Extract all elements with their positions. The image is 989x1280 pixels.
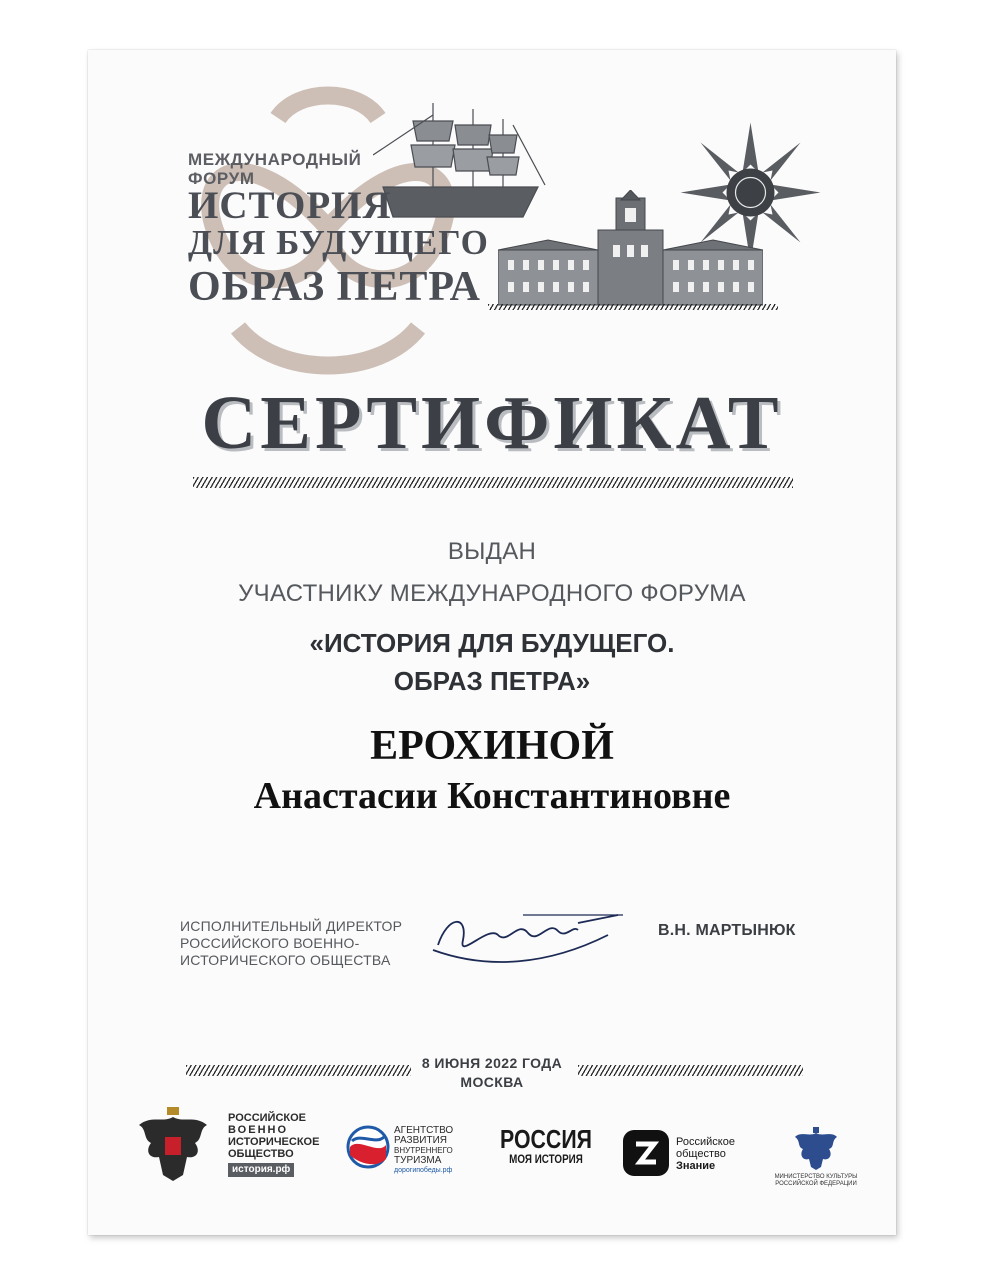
rvio-line4: ОБЩЕСТВО <box>228 1148 294 1160</box>
rvio-line2: ВОЕННО <box>228 1124 289 1136</box>
recipient-surname: ЕРОХИНОЙ <box>370 723 614 769</box>
tourism-logo-text <box>394 1126 453 1176</box>
russia-line1: РОССИЯ <box>500 1124 592 1154</box>
header-hatch-band <box>488 304 778 310</box>
znanie-logo-text <box>676 1136 735 1172</box>
rvio-line1: РОССИЙСКОЕ <box>228 1112 306 1124</box>
rvio-line3: ИСТОРИЧЕСКОЕ <box>228 1136 320 1148</box>
issue-date: 8 ИЮНЯ 2022 ГОДА <box>421 1055 563 1071</box>
certificate-title: СЕРТИФИКАТ <box>201 381 783 465</box>
ministry-logo-text <box>764 1174 868 1188</box>
signer-position-line2: РОССИЙСКОГО ВОЕННО- <box>180 935 360 951</box>
certificate-sheet <box>88 50 896 1235</box>
znanie-line1: Российское <box>676 1136 735 1148</box>
issued-label: ВЫДАН <box>447 538 537 565</box>
russia-line2: МОЯ ИСТОРИЯ <box>509 1152 583 1166</box>
ministry-line2: РОССИЙСКОЙ ФЕДЕРАЦИИ <box>775 1181 857 1187</box>
forum-name-line2: ОБРАЗ ПЕТРА» <box>393 666 591 696</box>
forum-name-line1: «ИСТОРИЯ ДЛЯ БУДУЩЕГО. <box>309 628 675 658</box>
title-hatch-line <box>193 477 793 488</box>
tourism-agency-icon <box>346 1125 390 1169</box>
recipient-given-names: Анастасии Константиновне <box>253 775 731 817</box>
participant-label: УЧАСТНИКУ МЕЖДУНАРОДНОГО ФОРУМА <box>238 580 746 607</box>
header-for-future: ДЛЯ БУДУЩЕГО <box>188 223 489 262</box>
header-international: МЕЖДУНАРОДНЫЙ <box>188 150 362 169</box>
tourism-line4: ТУРИЗМА <box>394 1155 442 1166</box>
russia-my-history-logo <box>500 1126 612 1166</box>
tourism-line2: РАЗВИТИЯ <box>394 1135 447 1146</box>
header-image-of-peter: ОБРАЗ ПЕТРА <box>188 264 481 310</box>
tourism-site: дорогипобеды.рф <box>394 1167 453 1174</box>
tourism-line3: ВНУТРЕННЕГО <box>394 1146 453 1155</box>
header-history: ИСТОРИЯ <box>188 184 392 227</box>
ministry-eagle-icon <box>793 1125 839 1171</box>
rvio-logo-text <box>228 1112 319 1177</box>
signature-scribble <box>428 905 628 975</box>
znanie-line2: общество <box>676 1148 726 1160</box>
rvio-site: история.рф <box>228 1163 294 1177</box>
signer-position-line1: ИСПОЛНИТЕЛЬНЫЙ ДИРЕКТОР <box>180 918 403 934</box>
signer-position-line3: ИСТОРИЧЕСКОГО ОБЩЕСТВА <box>180 952 391 968</box>
znanie-icon <box>623 1130 669 1176</box>
z-glyph-icon <box>623 1130 669 1176</box>
header-forum: ФОРУМ <box>188 169 255 188</box>
signer-name: В.Н. МАРТЫНЮК <box>658 922 796 939</box>
tourism-line1: АГЕНТСТВО <box>394 1125 454 1136</box>
kunstkamera-building <box>498 190 763 310</box>
ministry-line1: МИНИСТЕРСТВО КУЛЬТУРЫ <box>774 1174 858 1180</box>
double-headed-eagle-icon <box>133 1105 213 1185</box>
issue-city: МОСКВА <box>460 1074 524 1090</box>
znanie-line3: Знание <box>676 1160 716 1172</box>
